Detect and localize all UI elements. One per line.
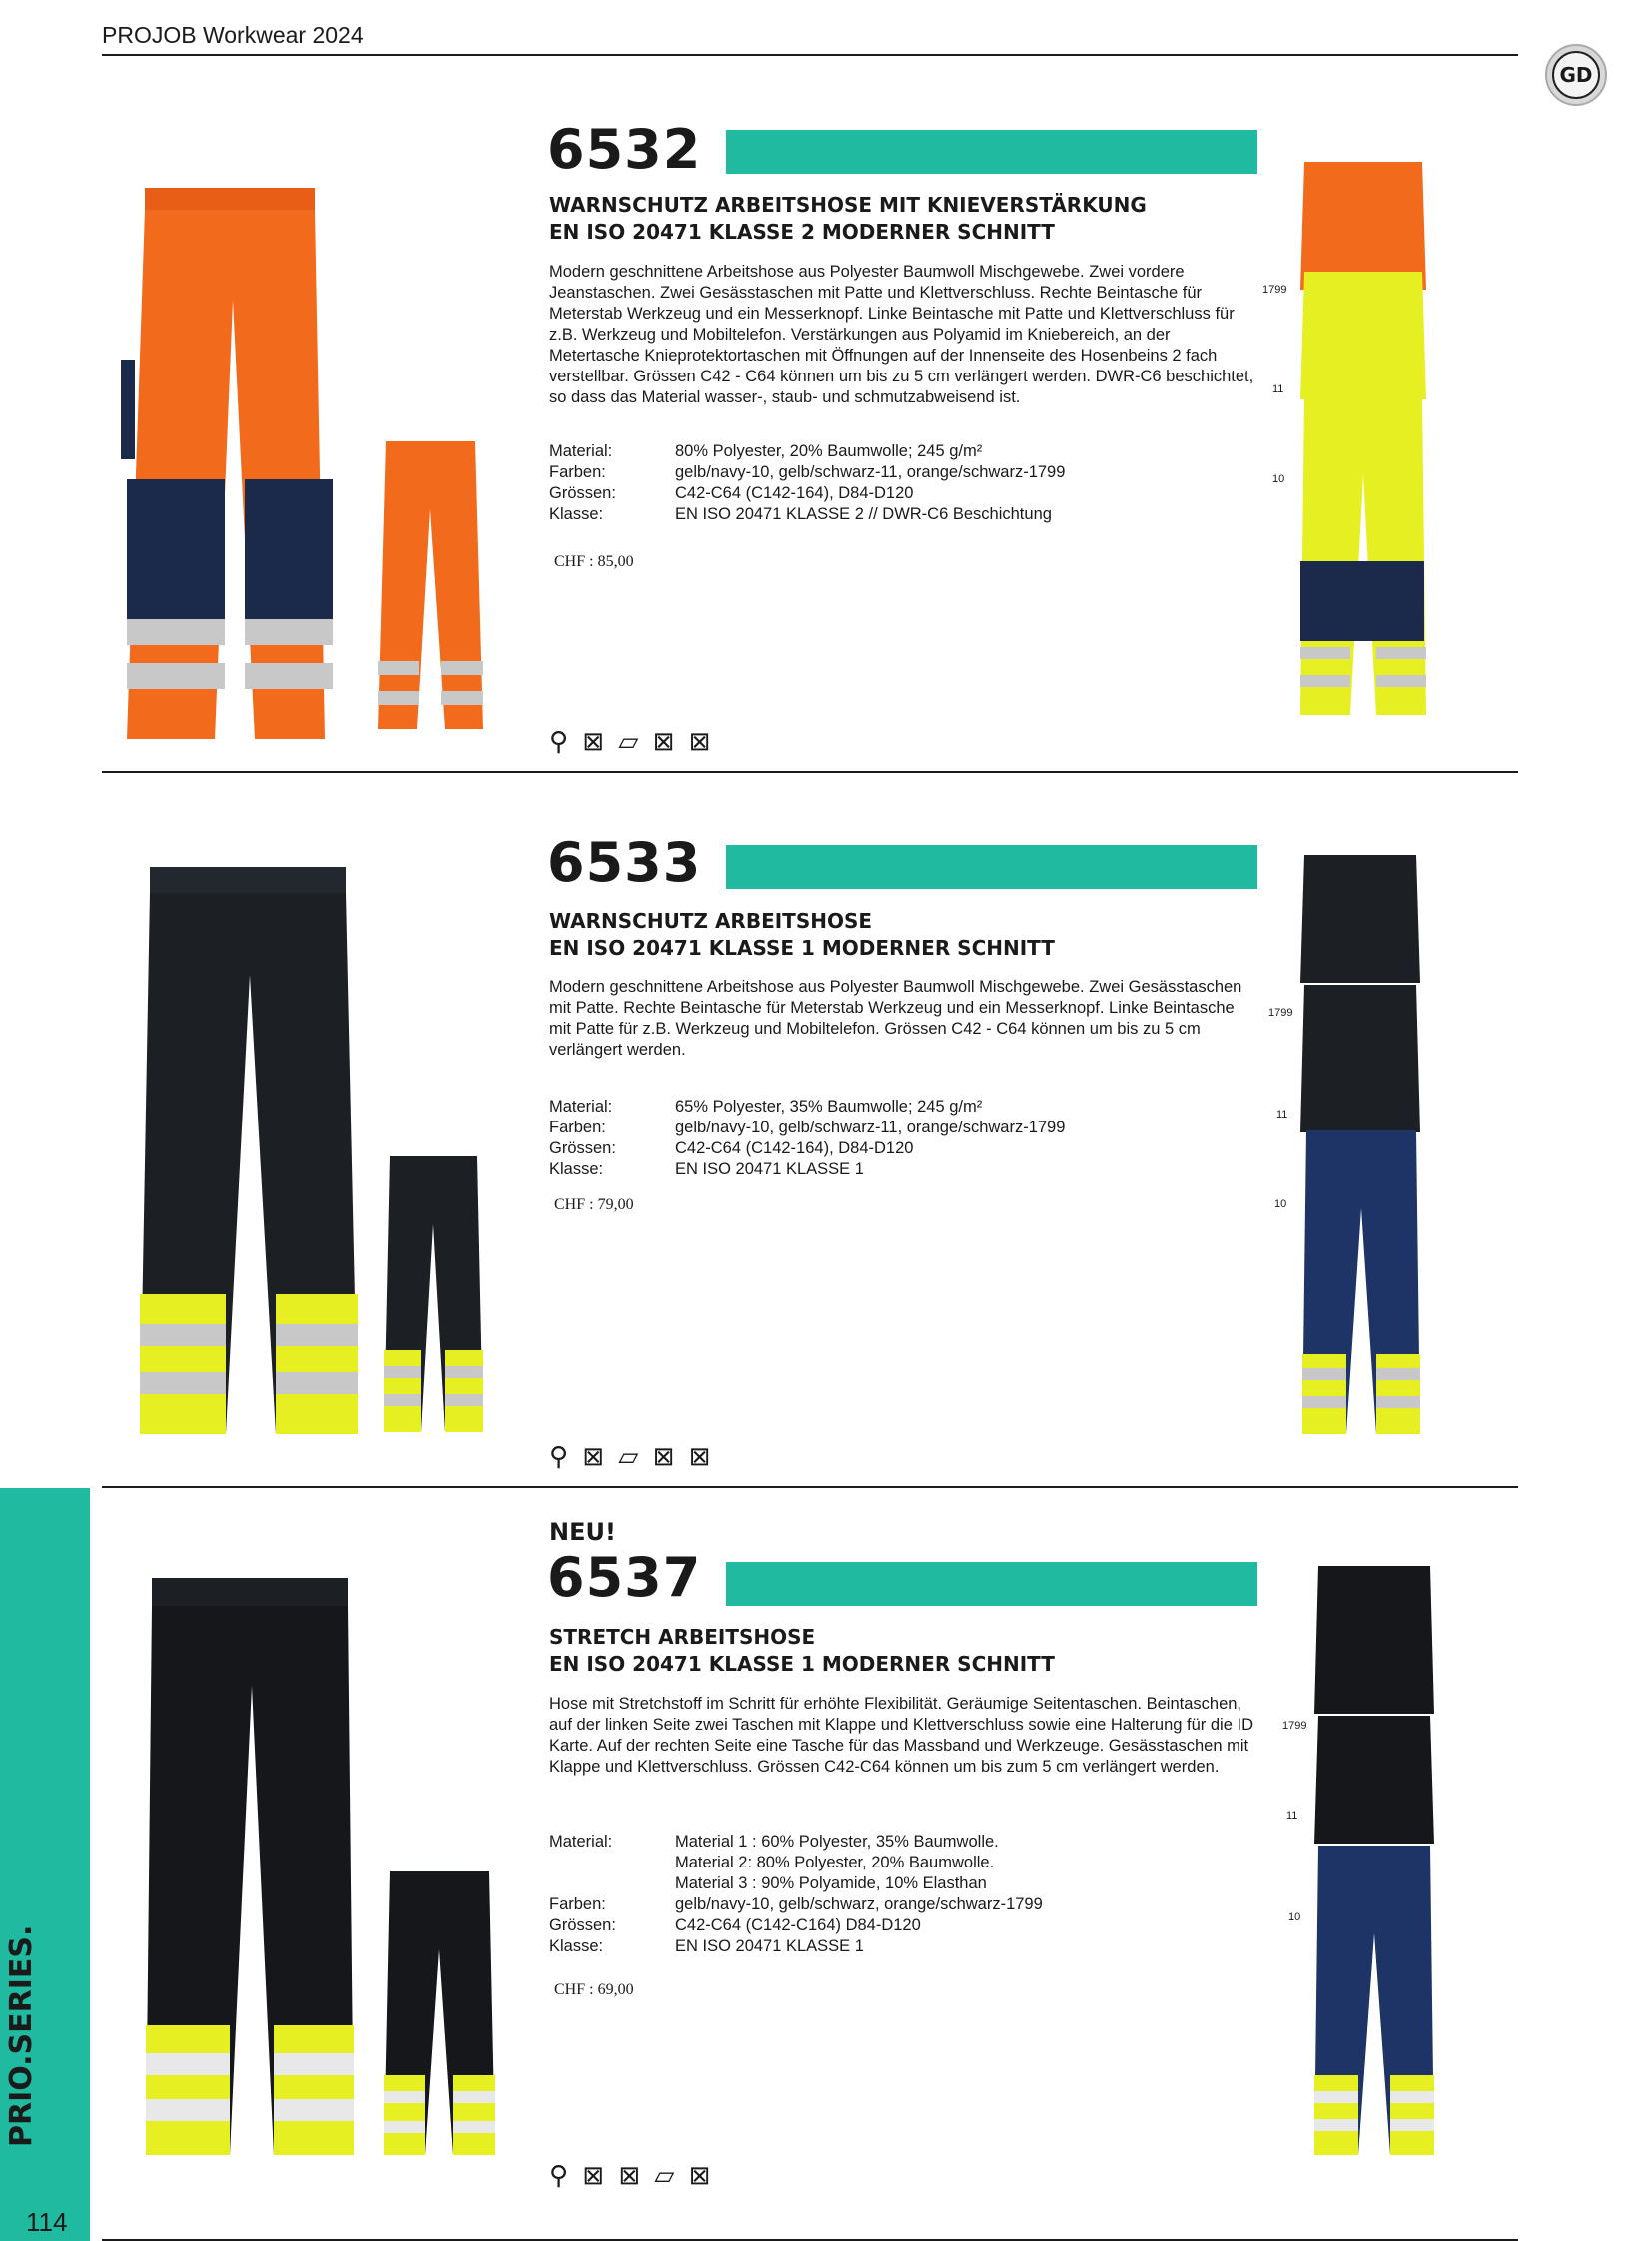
product-title [549,1624,1055,1678]
variant-code: 1799 [1262,284,1287,296]
spec-value: 80% Polyester, 20% Baumwolle; 245 g/m² [675,442,983,460]
variant-image-black-orange [1312,1564,1436,1714]
spec-label: Grössen: [549,1916,616,1934]
product-title-line: STRETCH ARBEITSHOSE [549,1625,816,1649]
page-number: 114 [26,2207,68,2237]
spec-value: gelb/navy-10, gelb/schwarz, orange/schwarz-1799 [675,1895,1043,1913]
care-symbols-icon: ⚲ ⊠ ▱ ⊠ ⊠ [549,1442,714,1472]
variant-image-navy-yellow [1312,1844,1436,2155]
spec-label: Material: [549,1098,613,1116]
product-image-back [376,439,485,729]
model-accent-bar [726,1562,1257,1606]
spec-value: EN ISO 20471 KLASSE 1 [675,1160,864,1178]
section-divider [102,1486,1518,1488]
variant-code: 11 [1272,383,1284,395]
care-symbols-icon: ⚲ ⊠ ▱ ⊠ ⊠ [549,727,714,757]
spec-label: Grössen: [549,484,616,502]
spec-label: Klasse: [549,1160,604,1178]
variant-code: 11 [1276,1109,1288,1120]
product-title-line: WARNSCHUTZ ARBEITSHOSE MIT KNIEVERSTÄRKUNG [549,193,1147,217]
product-price: CHF : 85,00 [554,553,634,570]
spec-value: EN ISO 20471 KLASSE 2 // DWR-C6 Beschichtung [675,505,1052,523]
spec-label: Material: [549,442,613,460]
variant-image-black-yellow [1312,1714,1436,1844]
model-accent-bar [726,130,1257,174]
spec-value: gelb/navy-10, gelb/schwarz-11, orange/schwarz-1799 [675,463,1066,481]
series-label: PRIO.SERIES. [4,1924,39,2147]
product-title [549,908,1055,962]
spec-label: Material: [549,1833,613,1851]
product-title-line: WARNSCHUTZ ARBEITSHOSE [549,909,873,933]
product-title-line: EN ISO 20471 KLASSE 1 MODERNER SCHNITT [549,1652,1055,1676]
section-divider [102,771,1518,773]
brand-logo [1545,44,1607,106]
spec-value: Material 1 : 60% Polyester, 35% Baumwolle. [675,1833,999,1851]
spec-value: Material 3 : 90% Polyamide, 10% Elasthan [675,1874,987,1892]
variant-code: 10 [1288,1911,1301,1923]
spec-value: Material 2: 80% Polyester, 20% Baumwolle. [675,1854,995,1871]
product-description: Modern geschnittene Arbeitshose aus Polyester Baumwoll Mischgewebe. Zwei Gesässtaschen mit Patte. Rechte Beintasche für Meterstab Werkzeug und ein Messerknopf. Linke Beintasche mit Patte für z.B. Werkzeug und Mobiltelefon. Grössen C42 - C64 können um bis zu 5 cm verlängert werden. [549,978,1242,1059]
product-description: Modern geschnittene Arbeitshose aus Polyester Baumwoll Mischgewebe. Zwei vordere Jeanstaschen. Zwei Gesässtaschen mit Patte und Klettverschluss. Rechte Beintasche für Meterstab Werkzeug und ein Messerknopf. Linke Beintasche mit Patte und Klettverschluss für z.B. Werkzeug und Mobiltelefon. Verstärkungen aus Polyamid im Kniebereich, an der Metertasche Knieprotektortaschen mit Öffnungen auf der Innenseite des Hosenbeins 2 fach verstellbar. Grössen C42 - C64 können um bis zu 5 cm verlängert werden. DWR-C6 beschichtet, so dass das Material wasser-, staub- und schmutzabweisend ist. [549,263,1254,406]
variant-code: 10 [1274,1198,1287,1210]
catalog-title: PROJOB Workwear 2024 [102,22,364,48]
product-price: CHF : 79,00 [554,1196,634,1213]
spec-value: C42-C64 (C142-164), D84-D120 [675,484,914,502]
spec-value: C42-C64 (C142-C164) D84-D120 [675,1916,921,1934]
new-badge: NEU! [549,1518,616,1546]
header-rule [102,54,1518,56]
variant-image-black-yellow [1298,983,1422,1132]
model-accent-bar [726,845,1257,889]
variant-image-black-orange [1298,853,1422,983]
spec-label: Farben: [549,1119,606,1136]
product-image-back [382,1869,497,2155]
product-specs [549,441,1248,531]
spec-label: Farben: [549,463,606,481]
spec-value: gelb/navy-10, gelb/schwarz-11, orange/schwarz-1799 [675,1119,1066,1136]
product-title-line: EN ISO 20471 KLASSE 1 MODERNER SCHNITT [549,936,1055,960]
care-symbols-icon: ⚲ ⊠ ⊠ ▱ ⊠ [549,2161,714,2191]
product-image-front [115,180,345,739]
variant-image-yellow-navy [1298,395,1428,715]
product-specs [549,1097,1248,1186]
product-model-number: 6533 [547,831,702,894]
variant-image-yellow-black [1298,270,1428,399]
spec-value: EN ISO 20471 KLASSE 1 [675,1937,864,1955]
product-title [549,192,1147,246]
product-model-number: 6532 [547,118,702,181]
variant-code: 10 [1272,473,1285,485]
spec-value: C42-C64 (C142-164), D84-D120 [675,1139,914,1157]
product-title-line: EN ISO 20471 KLASSE 2 MODERNER SCHNITT [549,220,1055,244]
spec-label: Grössen: [549,1139,616,1157]
product-image-front [130,865,366,1434]
variant-code: 1799 [1282,1720,1307,1732]
product-image-front [140,1576,360,2155]
spec-label: Klasse: [549,1937,604,1955]
product-description: Hose mit Stretchstoff im Schritt für erhöhte Flexibilität. Geräumige Seitentaschen. Beintaschen, auf der linken Seite zwei Taschen mit Klappe und Klettverschluss sowie eine Halterung für die ID Karte. Auf der rechten Seite eine Tasche für das Massband und Werkzeuge. Gesässtaschen mit Klappe und Klettverschluss. Grössen C42-C64 können um bis zum 5 cm verlängert werden. [549,1695,1253,1776]
variant-image-navy-yellow [1300,1128,1422,1434]
product-price: CHF : 69,00 [554,1981,634,1998]
spec-label: Klasse: [549,505,604,523]
spec-label: Farben: [549,1895,606,1913]
variant-code: 11 [1286,1810,1298,1822]
spec-value: 65% Polyester, 35% Baumwolle; 245 g/m² [675,1098,983,1116]
brand-logo-text: GD [1552,51,1600,99]
product-image-back [382,1154,485,1432]
variant-code: 1799 [1268,1007,1293,1019]
product-model-number: 6537 [547,1546,702,1609]
product-specs [549,1832,1248,1961]
